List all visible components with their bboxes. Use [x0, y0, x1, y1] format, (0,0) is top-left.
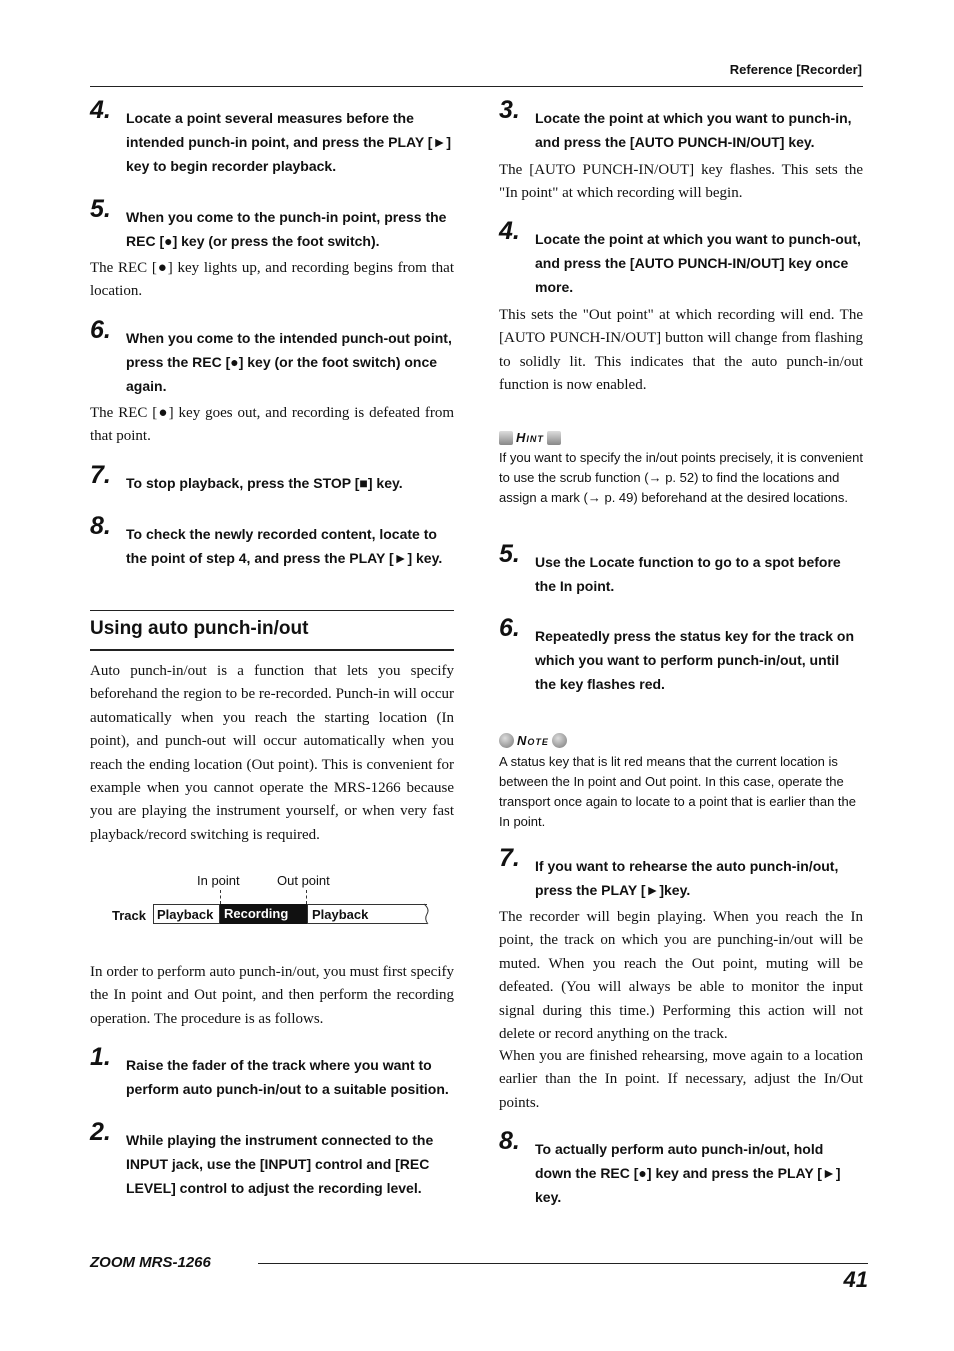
step-text: When you come to the punch-in point, press the REC [●] key (or press the foot switch). — [126, 209, 447, 249]
step-number: 8. — [499, 1127, 520, 1155]
note-icon — [499, 733, 514, 748]
step-number: 2. — [90, 1118, 111, 1146]
step-4-left — [90, 96, 454, 178]
punch-diagram — [110, 868, 450, 932]
step-7-body: The recorder will begin playing. When you reach the In point, the track on which you are punching-in/out will be muted. When you reach the Out point, muting will be defeated. (You will always be able to monitor the input signal during this time.) Performing this action will not delete or record anything on the track. — [499, 909, 863, 1043]
recording-segment: Recording — [220, 904, 307, 924]
step-number: 6. — [90, 316, 111, 344]
track-end-break — [423, 903, 433, 925]
out-point-marker — [306, 890, 307, 904]
note-label: Note — [517, 733, 549, 748]
step-1-left — [90, 1043, 454, 1101]
step-number: 1. — [90, 1043, 111, 1071]
step-number: 4. — [499, 217, 520, 245]
procedure-intro: In order to perform auto punch-in/out, you must first specify the In point and Out point, and then perform the recording operation. The procedure is as follows. — [90, 964, 454, 1027]
section-intro: Auto punch-in/out is a function that lets you specify beforehand the region to be re-recorded. Punch-in will occur automatically when you reach the starting location (In point), and punch-out will occur automatically when you reach the ending location (Out point). This is convenient for example when you cannot operate the MRS-1266 because you are playing the instrument yourself, or when very fast playback/record switching is required. — [90, 663, 454, 843]
step-number: 7. — [90, 461, 111, 489]
step-2-left — [90, 1118, 454, 1200]
step-number: 5. — [90, 195, 111, 223]
hint-tag — [499, 430, 561, 445]
step-4-right — [499, 217, 863, 299]
step-7-left — [90, 461, 454, 495]
note-tag — [499, 733, 567, 748]
footer-brand: ZOOM MRS-1266 — [90, 1254, 211, 1271]
header-rule — [90, 86, 863, 87]
step-3-right — [499, 96, 863, 154]
step-text: Raise the fader of the track where you want to perform auto punch-in/out to a suitable position. — [126, 1057, 449, 1097]
note-icon — [552, 733, 567, 748]
in-point-label: In point — [197, 873, 240, 888]
step-text: To check the newly recorded content, locate to the point of step 4, and press the PLAY [►] key. — [126, 526, 443, 566]
step-text: When you come to the intended punch-out point, press the REC [●] key (or the foot switch) once again. — [126, 330, 452, 394]
step-text: While playing the instrument connected to the INPUT jack, use the [INPUT] control and [REC LEVEL] control to adjust the recording level. — [126, 1132, 434, 1196]
step-7-body-2: When you are finished rehearsing, move again to a location earlier than the In point. If necessary, adjust the In/Out points. — [499, 1048, 863, 1111]
step-5-body: The REC [●] key lights up, and recording begins from that location. — [90, 260, 454, 300]
hint-text: If you want to specify the in/out points precisely, it is convenient to use the scrub function (→ p. 52) to find the locations and assign a mark (→ p. 49) beforehand at the desired locations. — [499, 450, 863, 505]
step-6-left — [90, 316, 454, 398]
step-6-right — [499, 614, 863, 696]
step-8-right — [499, 1127, 863, 1209]
section-title: Using auto punch-in/out — [90, 610, 454, 651]
step-text: Use the Locate function to go to a spot before the In point. — [535, 554, 841, 594]
step-text: Repeatedly press the status key for the track on which you want to perform punch-in/out, until the key flashes red. — [535, 628, 854, 692]
running-header: Reference [Recorder] — [729, 62, 862, 77]
page-number: 41 — [843, 1267, 868, 1292]
step-6-body: The REC [●] key goes out, and recording is defeated from that point. — [90, 405, 454, 445]
step-4-body: This sets the "Out point" at which recording will end. The [AUTO PUNCH-IN/OUT] button will change from flashing to solidly lit. This indicates that the auto punch-in/out function is now enabled. — [499, 307, 863, 394]
step-text: If you want to rehearse the auto punch-in/out, press the PLAY [►]key. — [535, 858, 839, 898]
step-number: 3. — [499, 96, 520, 124]
step-number: 6. — [499, 614, 520, 642]
hint-label: Hint — [516, 430, 544, 445]
step-5-left — [90, 195, 454, 253]
out-point-label: Out point — [277, 873, 330, 888]
step-8-left — [90, 512, 454, 570]
step-3-body: The [AUTO PUNCH-IN/OUT] key flashes. This sets the "In point" at which recording will begin. — [499, 162, 863, 202]
step-5-right — [499, 540, 863, 598]
in-point-marker — [220, 890, 221, 904]
step-number: 5. — [499, 540, 520, 568]
hint-icon — [547, 431, 561, 445]
step-text: Locate a point several measures before the intended punch-in point, and press the PLAY [►] key to begin recorder playback. — [126, 110, 451, 174]
step-text: Locate the point at which you want to punch-out, and press the [AUTO PUNCH-IN/OUT] key once more. — [535, 231, 861, 295]
step-text: To stop playback, press the STOP [■] key. — [126, 475, 403, 491]
step-text: Locate the point at which you want to punch-in, and press the [AUTO PUNCH-IN/OUT] key. — [535, 110, 852, 150]
track-label: Track — [112, 908, 146, 923]
hint-icon — [499, 431, 513, 445]
step-number: 7. — [499, 844, 520, 872]
playback-segment-2: Playback — [307, 904, 427, 924]
step-text: To actually perform auto punch-in/out, hold down the REC [●] key and press the PLAY [►] key. — [535, 1141, 841, 1205]
step-7-right — [499, 844, 863, 902]
note-text: A status key that is lit red means that the current location is between the In point and Out point. In this case, operate the transport once again to locate to a point that is earlier than the In point. — [499, 754, 857, 829]
step-number: 4. — [90, 96, 111, 124]
playback-segment-1: Playback — [153, 904, 220, 924]
step-number: 8. — [90, 512, 111, 540]
footer-rule — [258, 1263, 868, 1264]
